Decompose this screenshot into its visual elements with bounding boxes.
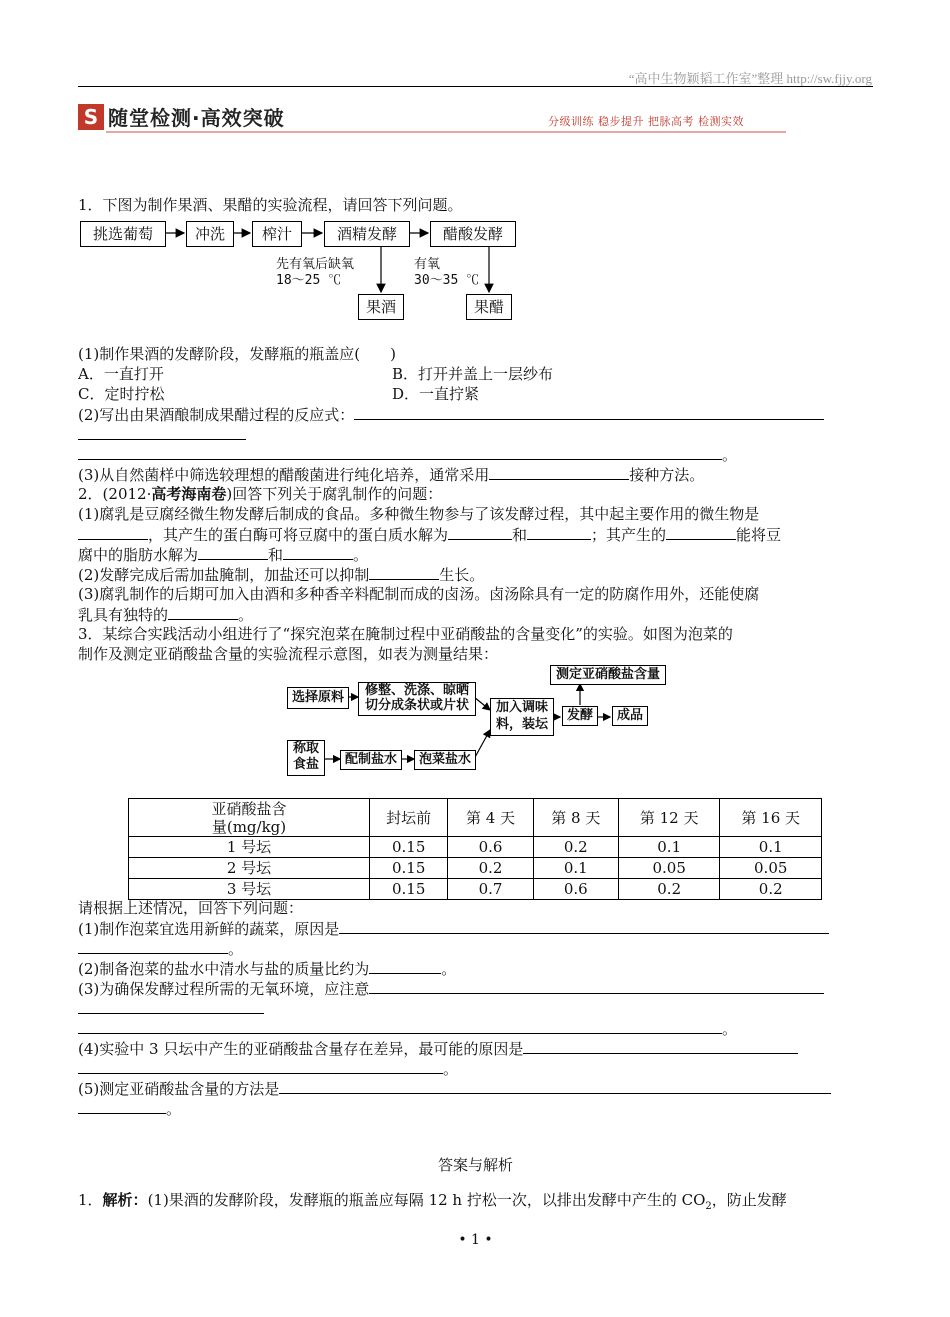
answer-blank[interactable] [78, 424, 246, 440]
table-header-cell: 封坛前 [370, 799, 448, 837]
q1-p2: (2)写出由果酒酿制成果醋过程的反应式： [78, 404, 824, 425]
product-vinegar: 果醋 [466, 294, 512, 320]
table-cell: 0.2 [448, 858, 533, 879]
q3-p4-cont: 。 [78, 1058, 458, 1079]
q1-stem: 1．下图为制作果酒、果醋的实验流程，请回答下列问题。 [78, 196, 463, 214]
q3-p1: (1)制作泡菜宜选用新鲜的蔬菜，原因是 [78, 918, 829, 939]
answer-blank[interactable] [354, 404, 824, 420]
table-cell: 0.1 [618, 837, 720, 858]
table-cell: 0.2 [533, 837, 618, 858]
answer-blank[interactable] [523, 1038, 798, 1054]
q2-stem: 2．(2012·高考海南卷)回答下列关于腐乳制作的问题： [78, 485, 443, 503]
flow-select-material: 选择原料 [287, 687, 349, 709]
table-cell: 0.05 [720, 858, 822, 879]
table-row [129, 879, 822, 900]
q2-p1-cont: ，其产生的蛋白酶可将豆腐中的蛋白质水解为 和 ；其产生的 能将豆 [78, 524, 781, 545]
flow-trim-line2: 切分成条状或片状 [364, 698, 469, 713]
answer-blank[interactable] [168, 604, 238, 620]
flow-weigh-line1: 称取 [292, 741, 319, 756]
header-divider [78, 86, 873, 87]
nitrite-table [128, 798, 822, 900]
cond-alcohol [276, 257, 354, 289]
q2-p1: (1)腐乳是豆腐经微生物发酵后制成的食品。多种微生物参与了该发酵过程，其中起主要作用的微生物是 [78, 505, 760, 523]
q1-optA: A．一直打开 [78, 365, 164, 383]
q3-p2: (2)制备泡菜的盐水中清水与盐的质量比约为 。 [78, 960, 457, 978]
table-cell: 0.1 [720, 837, 822, 858]
table-cell: 0.2 [720, 879, 822, 900]
q3-p5: (5)测定亚硝酸盐含量的方法是 [78, 1078, 831, 1099]
q2-p3: (3)腐乳制作的后期可加入由酒和多种香辛料配制而成的卤汤。卤汤除具有一定的防腐作用外，还能使腐 [78, 585, 760, 603]
flow-juice: 榨汁 [252, 221, 302, 247]
cond-vinegar-line2: 30～35 ℃ [414, 273, 480, 288]
answer-blank[interactable] [527, 524, 591, 540]
table-header-cell: 第 8 天 [533, 799, 618, 837]
q3-p1-cont: 。 [78, 938, 243, 959]
cond-vinegar-line1: 有氧 [414, 257, 441, 272]
q3-p3-cont [78, 998, 264, 1019]
q1-p1: (1)制作果酒的发酵阶段，发酵瓶的瓶盖应( ) [78, 345, 396, 363]
q1-optB: B．打开并盖上一层纱布 [392, 365, 554, 383]
answer-blank[interactable] [448, 524, 512, 540]
flow-season [490, 698, 554, 736]
table-header-cell: 第 12 天 [618, 799, 720, 837]
table-cell: 0.05 [618, 858, 720, 879]
flow-weigh-line2: 食盐 [292, 757, 319, 772]
answer-blank[interactable] [78, 524, 148, 540]
q3-intro: 请根据上述情况，回答下列问题： [78, 899, 304, 917]
answer-blank[interactable] [369, 958, 441, 974]
q1-p2-cont2: 。 [78, 444, 737, 465]
flow-measure: 测定亚硝酸盐含量 [550, 665, 666, 685]
table-cell: 0.15 [370, 858, 448, 879]
q1-optC: C．定时拧松 [78, 385, 165, 403]
answer-blank[interactable] [78, 1098, 166, 1114]
header-source: “高中生物颖韬工作室”整理 http://sw.fjjy.org [628, 71, 872, 86]
q2-p2: (2)发酵完成后需加盐腌制，加盐还可以抑制 生长。 [78, 566, 485, 584]
flow-rinse: 冲洗 [186, 221, 234, 247]
q2-p1-cont2: 腐中的脂肪水解为 和 。 [78, 546, 369, 564]
answer-blank[interactable] [78, 444, 722, 460]
q1-p3: (3)从自然菌样中筛选较理想的醋酸菌进行纯化培养，通常采用 接种方法。 [78, 466, 705, 484]
banner-s-icon: S [78, 104, 104, 130]
q3-stem2: 制作及测定亚硝酸盐含量的实验流程示意图，如表为测量结果： [78, 645, 499, 663]
flow-brine: 配制盐水 [340, 750, 402, 770]
flow-pickle-brine: 泡菜盐水 [414, 750, 476, 770]
table-cell: 0.1 [533, 858, 618, 879]
cond-vinegar [414, 257, 479, 289]
answer-blank[interactable] [78, 998, 264, 1014]
table-cell: 3 号坛 [129, 879, 370, 900]
table-cell: 0.6 [448, 837, 533, 858]
q3-p4: (4)实验中 3 只坛中产生的亚硝酸盐含量存在差异，最可能的原因是 [78, 1038, 798, 1059]
table-cell: 0.7 [448, 879, 533, 900]
flow-select-grapes: 挑选葡萄 [80, 221, 166, 247]
q3-p3-cont2: 。 [78, 1018, 737, 1039]
table-cell: 0.2 [618, 879, 720, 900]
flow-ferment: 发酵 [562, 706, 598, 726]
q1-p2-cont [78, 424, 246, 445]
q3-p5-cont: 。 [78, 1098, 181, 1119]
table-header-row [129, 799, 822, 837]
table-header-cell: 第 4 天 [448, 799, 533, 837]
answer-blank[interactable] [666, 524, 736, 540]
page-number: • 1 • [458, 1232, 493, 1248]
answer-blank[interactable] [339, 918, 829, 934]
table-header-cell: 第 16 天 [720, 799, 822, 837]
flow-season-line2: 料，装坛 [495, 717, 548, 732]
answer-blank[interactable] [198, 544, 268, 560]
flow-acetic-ferment: 醋酸发酵 [430, 221, 516, 247]
flow-season-line1: 加入调味 [495, 700, 548, 715]
table-cell: 0.15 [370, 837, 448, 858]
section-banner [78, 102, 786, 132]
q3-p3: (3)为确保发酵过程所需的无氧环境，应注意 [78, 978, 824, 999]
answer-blank[interactable] [369, 978, 824, 994]
table-cell: 1 号坛 [129, 837, 370, 858]
table-cell: 0.15 [370, 879, 448, 900]
answer-title: 答案与解析 [437, 1156, 513, 1174]
answer-blank[interactable] [369, 564, 439, 580]
q2-p3-cont: 乳具有独特的 。 [78, 606, 254, 624]
cond-alcohol-line1: 先有氧后缺氧 [276, 257, 355, 272]
answer-blank[interactable] [279, 1078, 831, 1094]
table-cell: 2 号坛 [129, 858, 370, 879]
flow-weigh-salt [287, 740, 325, 776]
flow-alcohol-ferment: 酒精发酵 [324, 221, 410, 247]
q1-optD: D．一直拧紧 [392, 385, 480, 403]
cond-alcohol-line2: 18～25 ℃ [276, 273, 342, 288]
banner-underline [106, 131, 786, 133]
banner-title: 随堂检测·高效突破 [108, 106, 285, 130]
product-wine: 果酒 [358, 294, 404, 320]
answer-blank[interactable] [78, 938, 228, 954]
table-row [129, 837, 822, 858]
q3-stem1: 3．某综合实践活动小组进行了“探究泡菜在腌制过程中亚硝酸盐的含量变化”的实验。如图为泡菜的 [78, 625, 733, 643]
answer-blank[interactable] [78, 1058, 443, 1074]
flow-trim-line1: 修整、洗涤、晾晒 [364, 683, 469, 698]
table-header-cell: 亚硝酸盐含 量(mg/kg) [129, 799, 370, 837]
banner-subtitle: 分级训练 稳步提升 把脉高考 检测实效 [548, 115, 744, 128]
answer-line1: 1．解析：(1)果酒的发酵阶段，发酵瓶的瓶盖应每隔 12 h 拧松一次，以排出发酵中产生的 $CO_2$，防止发酵 [78, 1191, 787, 1212]
answer-blank[interactable] [489, 464, 629, 480]
table-row [129, 858, 822, 879]
flow-trim [358, 682, 476, 716]
answer-blank[interactable] [283, 544, 353, 560]
answer-blank[interactable] [78, 1018, 722, 1034]
flow-product: 成品 [612, 706, 648, 726]
table-cell: 0.6 [533, 879, 618, 900]
